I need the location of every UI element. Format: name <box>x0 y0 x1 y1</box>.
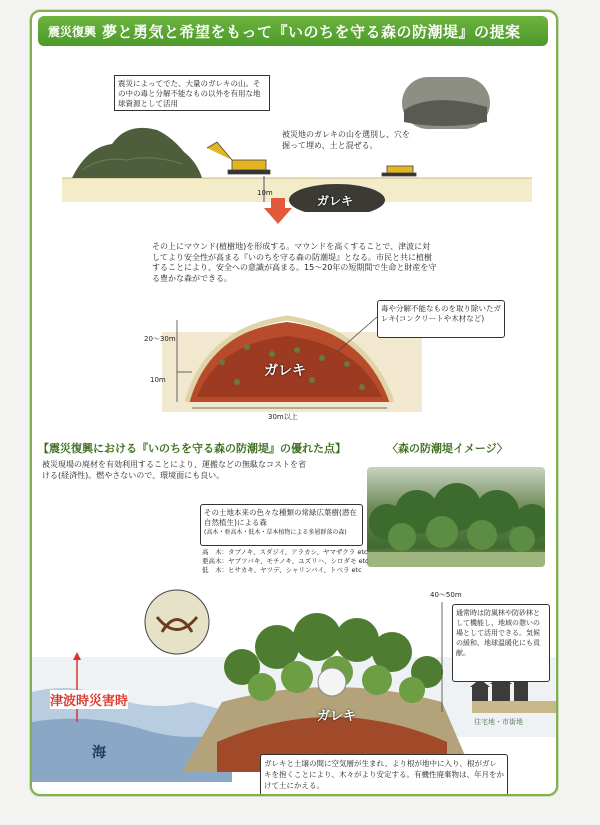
height-bottom-label: 10m <box>150 376 166 384</box>
forest-photo <box>367 467 545 567</box>
step2-gareki-label: ガレキ <box>264 363 306 379</box>
merits-text: 被災現場の廃材を有効利用することにより、運搬などの無駄なコストを省ける(経済性)。燃やさないので、環境面にも良い。 <box>42 460 306 480</box>
step1-note: 被災地のガレキの山を選別し、穴を掘って埋め、土と混ぜる。 <box>282 130 410 150</box>
species-row-sub: 亜高木：ヤブツバキ、モチノキ、ユズリハ、シロダモ etc <box>202 557 369 565</box>
step1-info-box <box>114 75 270 111</box>
bottom-note-text: ガレキと土壌の間に空気層が生まれ、より根が地中に入り、根がガレキを抱くことにより、木々がより安定する。有機性廃棄物は、年月をかけて土にかえる。 <box>264 759 504 790</box>
species-rows <box>202 548 369 575</box>
step1-depth-label: 10m <box>257 189 273 197</box>
banner-prefix: 震災復興 <box>48 24 97 39</box>
species-sub: (高木・亜高木・低木・草本植物による多層群落の森) <box>204 529 347 536</box>
bottom-note-box <box>260 754 508 796</box>
step1-gareki-label: ガレキ <box>317 194 354 208</box>
usage-box <box>452 604 550 682</box>
species-row-tall: 高 木：タブノキ、スダジイ、アラカシ、ヤマザクラ etc <box>202 548 368 556</box>
image-title: 〈森の防潮堤イメージ〉 <box>387 442 508 455</box>
bottom-gareki-label: ガレキ <box>317 709 357 724</box>
leaflet-sheet <box>30 10 558 796</box>
species-row-low: 低 木：ヒサカキ、ヤツデ、シャリンバイ、トベラ etc <box>202 566 362 574</box>
step1-box-text: 震災によってでた、大量のガレキの山。その中の毒と分解不能なもの以外を有用な地球資源として活用 <box>118 79 261 108</box>
step2-callout-text: 毒や分解不能なものを取り除いたガレキ(コンクリートや木材など) <box>381 304 501 323</box>
height-top-label: 20～30m <box>144 335 176 343</box>
merits-title: 【震災復興における『いのちを守る森の防潮堤』の優れた点】 <box>38 442 346 455</box>
down-arrow-icon <box>264 208 292 224</box>
city-label: 住宅地・市街地 <box>474 718 523 726</box>
step2-text: その上にマウンド(植樹地)を形成する。マウンドを高くすることで、津波に対してより安全性が高まる『いのちを守る森の防潮堤』となる。市民と共に植樹することにより、安全への意識が高まる。15～20年の短期間で生命と財産を守る豊かな森ができる。 <box>152 242 437 283</box>
species-head: その土地本来の色々な種類の常緑広葉樹(潜在自然植生)による森 <box>204 508 357 527</box>
tsunami-label: 津波時災害時 <box>50 690 128 709</box>
width-label: 30m以上 <box>268 413 298 421</box>
step2-callout <box>377 300 505 338</box>
title-banner <box>38 16 548 46</box>
sea-label: 海 <box>92 745 106 761</box>
usage-text: 通常時は防風林や防砂林として機能し、地域の憩いの場として活用できる。気候の緩和、地球温暖化にも貢献。 <box>456 609 540 657</box>
scale-label: 40～50m <box>430 591 462 599</box>
species-box <box>200 504 363 546</box>
banner-title: 夢と勇気と希望をもって『いのちを守る森の防潮堤』の提案 <box>102 22 521 41</box>
